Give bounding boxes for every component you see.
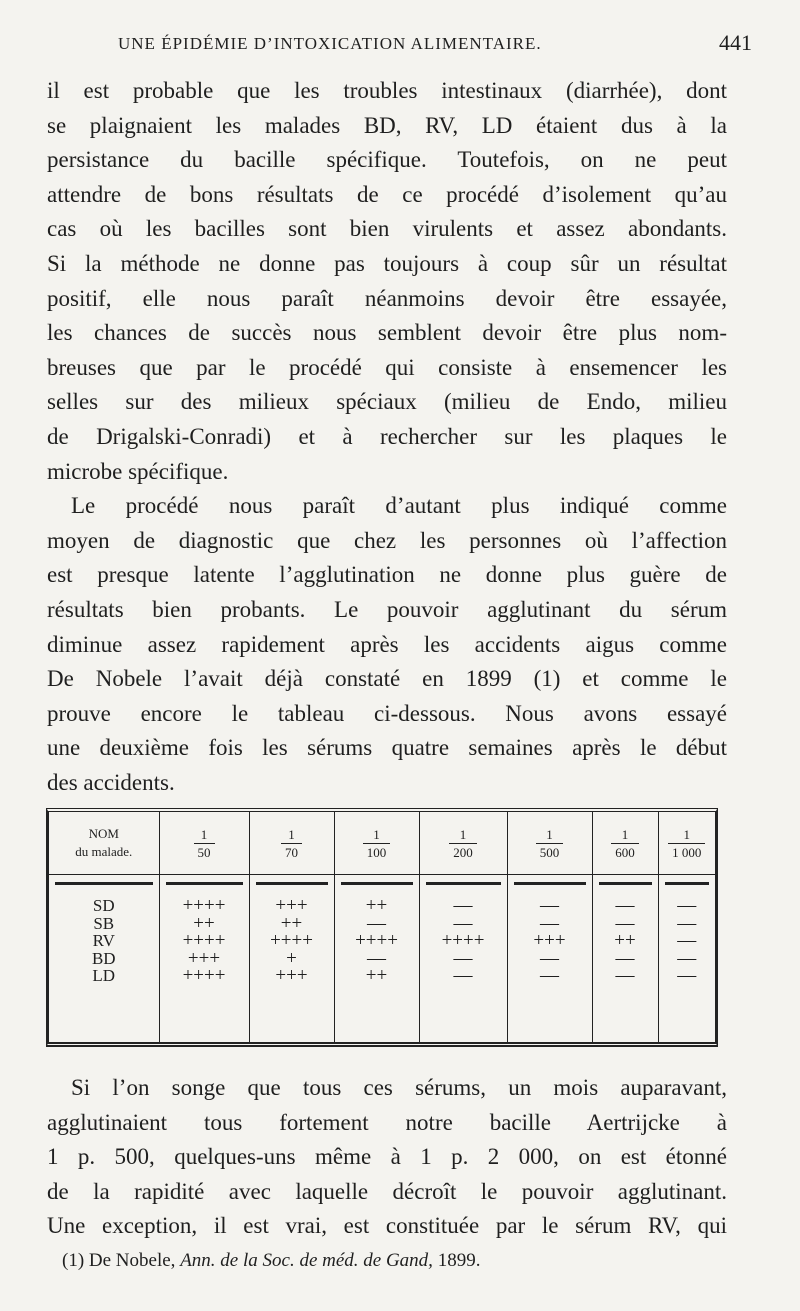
result-value: ++++	[182, 930, 226, 951]
text-line: breuses que par le procédé qui consiste à ensemencer les	[47, 354, 727, 380]
text-line: de Drigalski-Conradi) et à rechercher sur les plaques le	[47, 423, 727, 449]
text-line: persistance du bacille spécifique. Toutefois, on ne peut	[47, 147, 727, 173]
patient-name: SB	[93, 913, 115, 933]
result-value: ++	[365, 895, 388, 916]
text-line: De Nobele l’avait déjà constaté en 1899 (1) et comme le	[47, 666, 727, 692]
dilution-header: $\frac{1}{600}$	[592, 812, 658, 875]
text-line: il est probable que les troubles intestinaux (diarrhée), dont	[47, 78, 727, 103]
patient-name: BD	[91, 948, 116, 968]
result-value: —	[677, 947, 697, 969]
text-line: Le procédé nous paraît d’autant plus indiqué comme	[71, 493, 727, 519]
result-value: —	[367, 912, 386, 934]
dilution-results	[159, 885, 249, 1042]
patient-name: SD	[92, 896, 115, 915]
text-bottom	[47, 1071, 727, 1244]
text-line: cas où les bacilles sont bien virulents et assez abondants.	[47, 216, 727, 242]
result-value: ++++	[270, 930, 313, 951]
result-value: —	[540, 947, 559, 969]
text-line: Si la méthode ne donne pas toujours à coup sûr un résultat	[47, 250, 727, 276]
text-line: des accidents.	[47, 769, 175, 795]
result-value: +	[286, 947, 297, 969]
dilution-header: $\frac{1}{1 000}$	[658, 812, 715, 875]
table-rule	[49, 875, 715, 886]
text-line: se plaignaient les malades BD, RV, LD étaient dus à la	[47, 112, 727, 138]
dilution-header: $\frac{1}{500}$	[507, 812, 592, 875]
result-value: —	[453, 947, 473, 969]
text-line: 1 p. 500, quelques-uns même à 1 p. 2 000, on est étonné	[47, 1144, 727, 1170]
text-line: moyen de diagnostic que chez les personnes où l’affection	[47, 527, 727, 553]
result-value: —	[615, 895, 635, 916]
dilution-header: $\frac{1}{200}$	[419, 812, 507, 875]
result-value: —	[367, 947, 386, 969]
dilution-header: $\frac{1}{70}$	[249, 812, 334, 875]
dilution-results	[419, 885, 507, 1042]
text-line: Une exception, il est vrai, est constituée par le sérum RV, qui	[47, 1213, 727, 1239]
result-value: ++	[193, 912, 215, 934]
text-line: les chances de succès nous semblent devoir être plus nom-	[47, 320, 727, 346]
text-line: de la rapidité avec laquelle décroît le pouvoir agglutinant.	[47, 1178, 727, 1204]
dilution-header: $\frac{1}{50}$	[159, 812, 249, 875]
patient-name: LD	[92, 966, 116, 985]
result-value: —	[540, 895, 559, 916]
result-value: —	[615, 912, 635, 934]
dilution-header: $\frac{1}{100}$	[334, 812, 419, 875]
name-column-header: NOM du malade.	[75, 826, 133, 859]
agglutination-table	[46, 808, 718, 1047]
footnote: (1) De Nobele, Ann. de la Soc. de méd. de Gand, 1899.	[62, 1250, 481, 1271]
dilution-results	[658, 885, 715, 1042]
result-value: —	[540, 912, 559, 934]
result-value: ++	[280, 912, 303, 934]
text-line: prouve encore le tableau ci-dessous. Nous avons essayé	[47, 700, 727, 726]
result-value: —	[540, 965, 559, 986]
result-value: ++	[365, 965, 388, 986]
result-value: +++	[275, 895, 308, 916]
text-line: agglutinaient tous fortement notre bacille Aertrijcke à	[47, 1109, 727, 1135]
text-line: microbe spécifique.	[47, 458, 229, 484]
text-line: attendre de bons résultats de ce procédé d’isolement qu’au	[47, 181, 727, 207]
table-row	[49, 885, 715, 1042]
text-line: une deuxième fois les sérums quatre semaines après le début	[47, 735, 727, 761]
text-line: est presque latente l’agglutination ne donne plus guère de	[47, 562, 727, 588]
result-value: ++++	[182, 965, 226, 986]
result-value: —	[677, 895, 697, 916]
result-value: —	[453, 965, 473, 986]
result-value: +++	[533, 930, 566, 951]
result-value: —	[677, 912, 697, 934]
patient-name: RV	[92, 931, 115, 950]
dilution-results	[334, 885, 419, 1042]
running-title: UNE ÉPIDÉMIE D’INTOXICATION ALIMENTAIRE.	[118, 34, 542, 53]
result-value: ++++	[355, 930, 398, 951]
text-line: diminue assez rapidement après les accidents aigus comme	[47, 631, 727, 657]
text-top	[47, 74, 727, 800]
result-value: —	[615, 965, 635, 986]
result-value: +++	[275, 965, 308, 986]
result-value: —	[615, 947, 635, 969]
result-value: ++	[614, 930, 636, 951]
result-value: ++++	[441, 930, 485, 951]
text-line: selles sur des milieux spéciaux (milieu de Endo, milieu	[47, 389, 727, 415]
text-line: résultats bien probants. Le pouvoir agglutinant du sérum	[47, 596, 727, 622]
dilution-results	[249, 885, 334, 1042]
patient-names	[49, 885, 159, 1042]
result-value: —	[453, 895, 473, 916]
text-line: Si l’on songe que tous ces sérums, un mois auparavant,	[71, 1075, 727, 1100]
text-line: positif, elle nous paraît néanmoins devoir être essayée,	[47, 285, 727, 311]
result-value: —	[453, 912, 473, 934]
result-value: ++++	[182, 895, 226, 916]
dilution-results	[507, 885, 592, 1042]
result-value: +++	[187, 947, 221, 969]
dilution-results	[592, 885, 658, 1042]
page-number: 441	[719, 30, 752, 55]
result-value: —	[677, 965, 697, 986]
result-value: —	[677, 930, 697, 951]
